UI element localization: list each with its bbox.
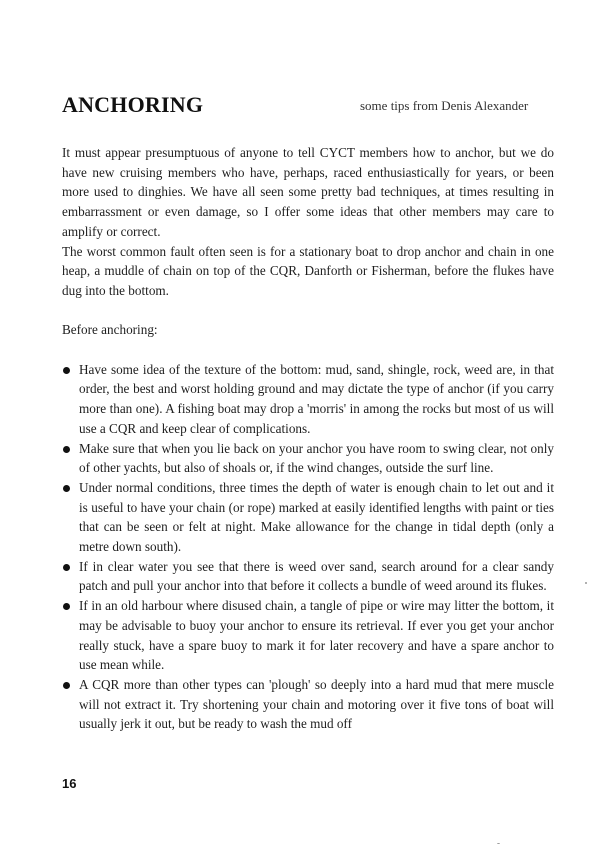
bullet-icon — [63, 682, 70, 689]
bullet-icon — [63, 485, 70, 492]
paragraph-gap — [62, 340, 554, 360]
scan-speck — [585, 582, 587, 584]
list-item — [62, 596, 554, 675]
bullet-icon — [63, 603, 70, 610]
list-item-text: Make sure that when you lie back on your anchor you have room to swing clear, not only of other yachts, but also of shoals or, if the wind changes, outside the surf line. — [79, 440, 554, 476]
list-item-text: Have some idea of the texture of the bottom: mud, sand, shingle, rock, weed are, in that order, the best and worst holding ground and may dictate the type of anchor (if you carry more than one). A fishing boat may drop a 'morris' in among the rocks but most of us will use a CQR and keep clear of complications. — [79, 361, 554, 436]
bullet-icon — [63, 446, 70, 453]
tips-list — [62, 360, 554, 734]
list-item-text: Under normal conditions, three times the depth of water is enough chain to let out and it is useful to have your chain (or rope) marked at easily identified lengths with paint or ties that can be seen or felt at night. Make allowance for the change in tidal depth (only a metre down south). — [79, 479, 554, 555]
bullet-icon — [63, 564, 70, 571]
list-item — [62, 439, 554, 478]
list-item — [62, 557, 554, 596]
paragraph-worst-fault: The worst common fault often seen is for a stationary boat to drop anchor and chain in one heap, a muddle of chain on top of the CQR, Danforth or Fisherman, before the flukes have dug into the bottom. — [62, 243, 554, 298]
scan-speck — [497, 843, 500, 844]
list-item-text: If in an old harbour where disused chain, a tangle of pipe or wire may litter the bottom, it may be advisable to buoy your anchor to ensure its retrieval. If ever you get your anchor really stuck, have a spare buoy to mark it for later recovery and have a spare anchor to use mean while. — [79, 598, 554, 673]
list-item — [62, 478, 554, 557]
page-number: 16 — [62, 776, 77, 791]
article-body — [62, 143, 554, 734]
paragraph-intro: It must appear presumptuous of anyone to tell CYCT members how to anchor, but we do have new cruising members who have, perhaps, raced enthusiastically for years, or been more used to dinghies. We have all seen some pretty bad techniques, at times resulting in embarrassment or even damage, so I offer some ideas that other members may care to amplify or correct. — [62, 145, 554, 239]
bullet-icon — [63, 367, 70, 374]
list-item — [62, 675, 554, 734]
paragraph-gap — [62, 301, 554, 321]
page-title: ANCHORING — [62, 92, 204, 117]
list-item-text: If in clear water you see that there is weed over sand, search around for a clear sandy patch and pull your anchor into that before it collects a bundle of weed around its flukes. — [79, 558, 554, 594]
byline: some tips from Denis Alexander — [360, 98, 529, 113]
list-item-text: A CQR more than other types can 'plough' so deeply into a hard mud that mere muscle will not extract it. Try shortening your chain and motoring over it five tons of boat will usually jerk it out, but be ready to wash the mud off — [79, 676, 554, 732]
list-item — [62, 360, 554, 439]
before-anchoring-label: Before anchoring: — [62, 322, 158, 338]
